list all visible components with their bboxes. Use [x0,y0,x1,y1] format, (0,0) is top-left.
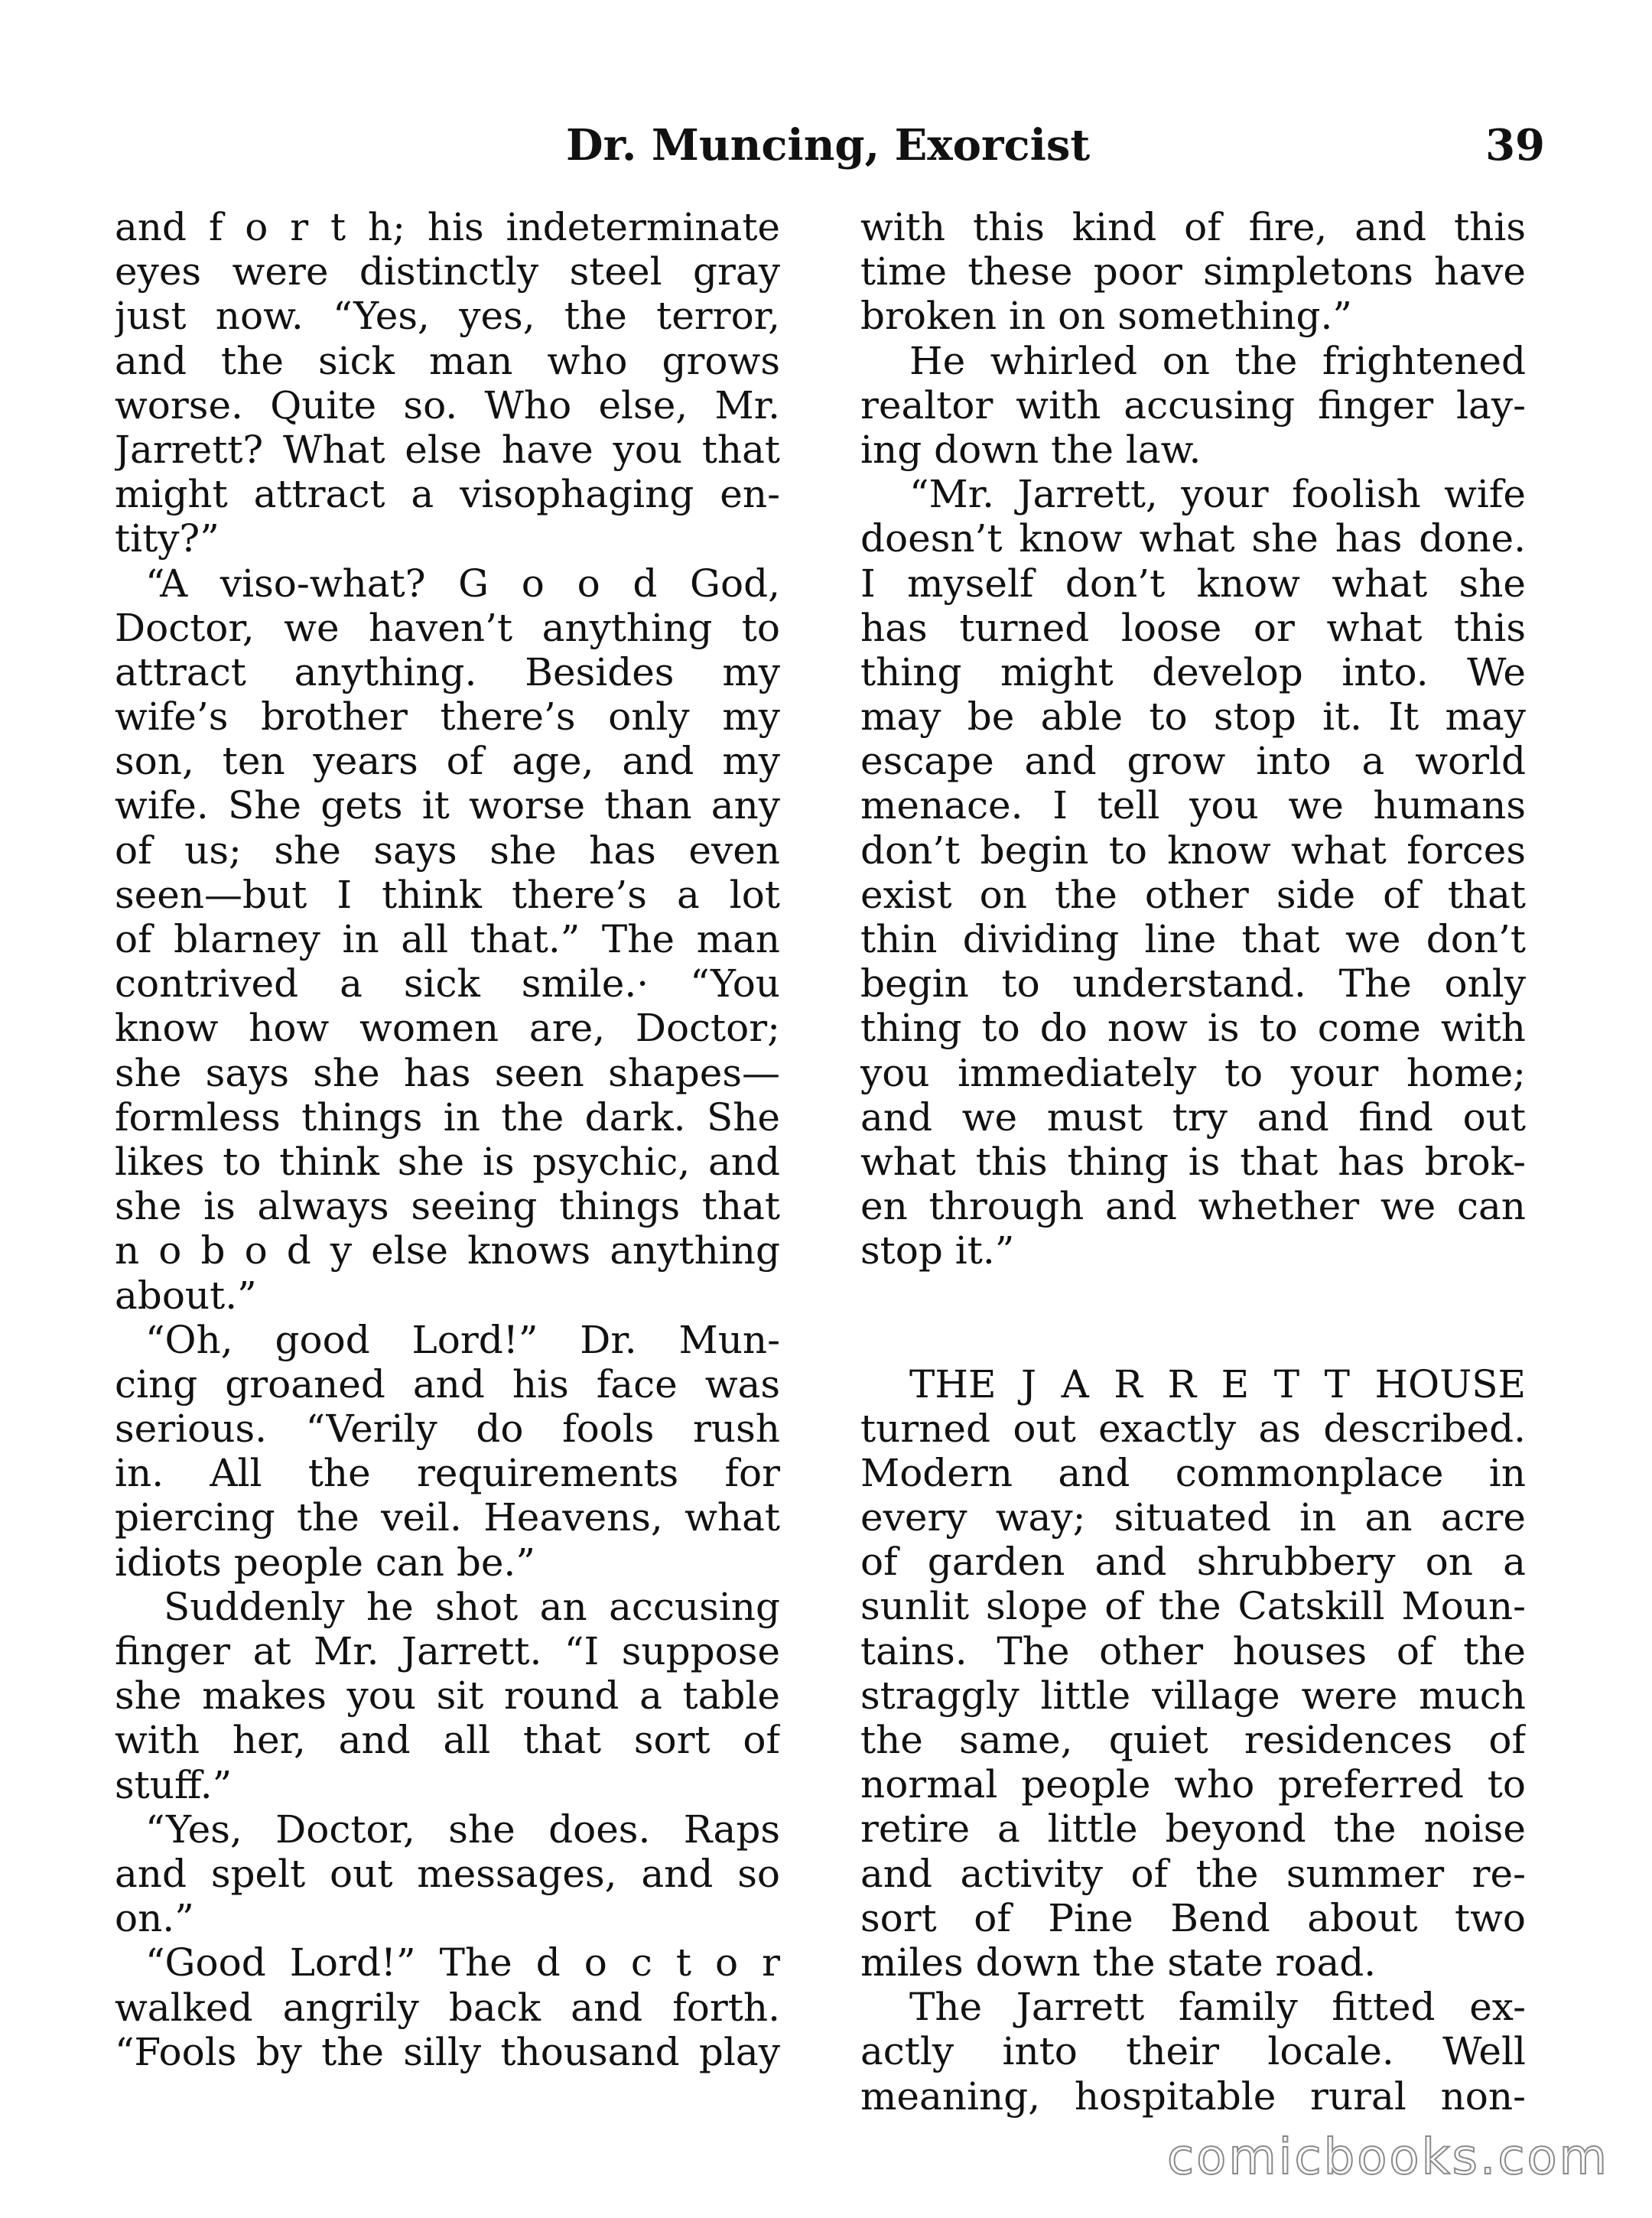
text-line: meaning, hospitable rural non- [860,2073,1526,2119]
text-line: every way; situated in an acre [860,1495,1526,1540]
text-line: Jarrett? What else have you that [115,427,780,472]
text-line: stuff.” [115,1762,233,1807]
text-line: may be able to stop it. It may [860,694,1526,740]
text-line: en through and whether we can [860,1184,1526,1229]
text-line: just now. “Yes, yes, the terror, [115,294,780,339]
text-line: might attract a visophaging en- [115,472,780,517]
text-line: “A viso-what? G o o d God, [145,561,780,606]
text-line: thing might develop into. We [860,649,1526,694]
text-line: thing to do now is to come with [860,1006,1526,1051]
text-line: likes to think she is psychic, and [115,1139,780,1184]
text-line: I myself don’t know what she [860,561,1526,606]
text-line: doesn’t know what she has done. [860,516,1526,561]
text-line: tity?” [115,516,220,561]
section-break [860,1273,1526,1362]
text-line: attract anything. Besides my [115,649,780,694]
text-line: has turned loose or what this [860,605,1526,650]
text-line: son, ten years of age, and my [115,739,780,784]
text-line: know how women are, Doctor; [115,1006,780,1051]
text-line: and f o r t h; his indeterminate [115,205,780,249]
text-line: what this thing is that has brok- [860,1139,1526,1184]
text-line: “Good Lord!” The d o c t o r [145,1940,780,1985]
text-line: time these poor simpletons have [860,249,1526,294]
text-line: “Yes, Doctor, she does. Raps [145,1807,780,1852]
page-number: 39 [1485,120,1545,171]
text-line: stop it.” [860,1228,1015,1273]
text-line: retire a little beyond the noise [860,1807,1526,1852]
text-line: miles down the state road. [860,1940,1377,1985]
text-line: formless things in the dark. She [115,1094,780,1140]
text-line: Suddenly he shot an accusing [164,1584,780,1629]
text-line: Modern and commonplace in [860,1450,1526,1495]
text-line: and we must try and find out [860,1094,1526,1140]
text-line: you immediately to your home; [860,1050,1526,1095]
text-line: walked angrily back and forth. [115,1985,780,2030]
text-line: sort of Pine Bend about two [860,1895,1526,1940]
text-line: of blarney in all that.” The man [115,917,780,961]
text-line: “Mr. Jarrett, your foolish wife [909,472,1526,517]
text-line: Doctor, we haven’t anything to [115,605,780,650]
text-line: “Oh, good Lord!” Dr. Mun- [145,1317,780,1362]
text-line: tains. The other houses of the [860,1628,1526,1673]
text-line: piercing the veil. Heavens, what [115,1495,780,1540]
text-line: on.” [115,1896,194,1941]
text-line: and spelt out messages, and so [115,1851,780,1896]
text-line: of garden and shrubbery on a [860,1540,1526,1585]
text-line: idiots people can be.” [115,1540,535,1585]
text-line: turned out exactly as described. [860,1406,1526,1451]
text-line: she makes you sit round a table [115,1673,780,1719]
text-line: and the sick man who grows [115,338,780,383]
text-line: eyes were distinctly steel gray [115,249,780,294]
text-line: begin to understand. The only [860,961,1526,1007]
text-line: wife. She gets it worse than any [115,783,780,828]
text-line: in. All the requirements for [115,1451,780,1496]
text-line: He whirled on the frightened [909,338,1526,383]
text-line: with her, and all that sort of [115,1718,780,1763]
text-line: actly into their locale. Well [860,2029,1526,2074]
text-line: realtor with accusing finger lay- [860,382,1526,428]
section-opening-line: THE J A R R E T T HOUSE [909,1361,1526,1407]
text-line: of us; she says she has even [115,828,780,873]
page-header [115,115,1545,176]
right-column [860,205,1526,2119]
text-line: seen—but I think there’s a lot [115,872,780,917]
text-line: broken in on something.” [860,294,1352,339]
text-line: she is always seeing things that [115,1184,780,1229]
left-column [115,205,780,2074]
text-line: exist on the other side of that [860,872,1526,917]
text-line: The Jarrett family fitted ex- [909,1985,1526,2030]
text-line: sunlit slope of the Catskill Moun- [860,1584,1526,1629]
text-line: serious. “Verily do fools rush [115,1407,780,1452]
text-line: the same, quiet residences of [860,1718,1526,1762]
text-line: don’t begin to know what forces [860,828,1526,873]
text-line: with this kind of fire, and this [860,205,1526,249]
watermark-logo: comicbooks.com [1166,2129,1609,2186]
text-line: worse. Quite so. Who else, Mr. [115,382,780,428]
text-line: finger at Mr. Jarrett. “I suppose [115,1629,780,1673]
text-line: and activity of the summer re- [860,1851,1526,1896]
text-line: she says she has seen shapes— [115,1050,780,1095]
text-line: n o b o d y else knows anything [115,1228,780,1273]
text-line: wife’s brother there’s only my [115,694,780,740]
text-line: “Fools by the silly thousand play [115,2029,780,2074]
text-line: about.” [115,1273,257,1318]
text-line: straggly little village were much [860,1673,1526,1718]
text-line: cing groaned and his face was [115,1361,780,1407]
text-line: normal people who preferred to [860,1762,1526,1807]
text-line: contrived a sick smile.· “You [115,961,780,1007]
text-line: ing down the law. [860,427,1202,472]
text-line: menace. I tell you we humans [860,783,1526,828]
text-line: escape and grow into a world [860,739,1526,784]
text-line: thin dividing line that we don’t [860,917,1526,961]
running-title: Dr. Muncing, Exorcist [566,120,1091,171]
